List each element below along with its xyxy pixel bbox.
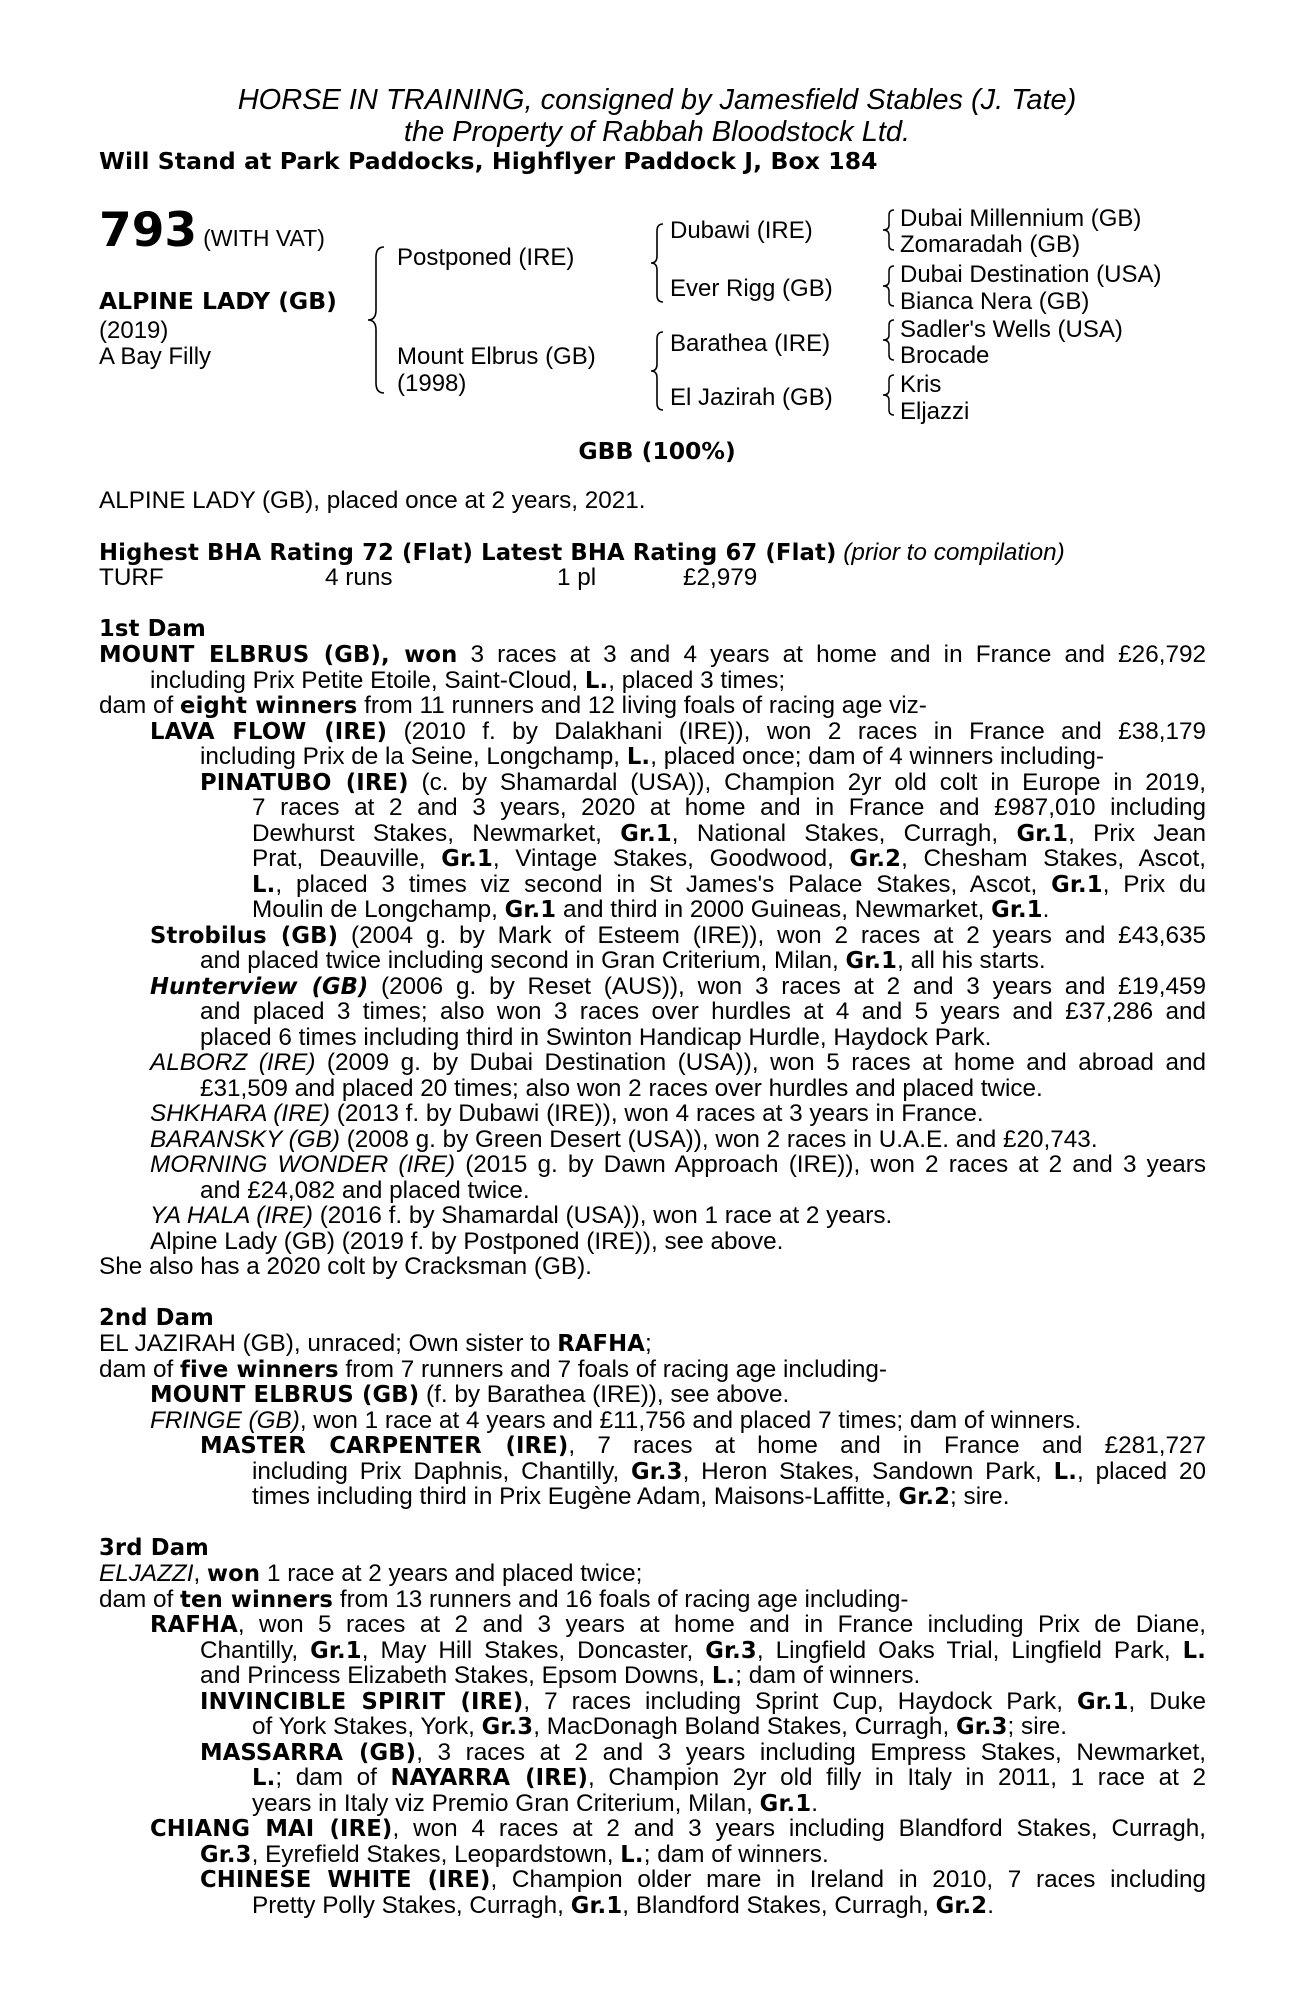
pedigree-brace-main — [364, 245, 388, 395]
text-fragment: , — [193, 1560, 208, 1587]
text-fragment: (2009 g. by Dubai Destination (USA)), won 5 races at home and abroad and — [315, 1049, 1206, 1076]
third-dam-heading: 3rd Dam — [99, 1535, 209, 1561]
header-property: the Property of Rabbah Bloodstock Ltd. — [403, 116, 911, 148]
pedigree-g4: Bianca Nera (GB) — [900, 288, 1090, 315]
text-fragment: Gr.3 — [200, 1842, 252, 1868]
rating-placed: 1 pl — [557, 564, 597, 591]
pinatubo-line-2 — [252, 795, 1206, 821]
text-fragment: MOUNT ELBRUS (GB), won — [99, 642, 458, 668]
text-fragment: , placed once; dam of 4 winners including- — [650, 743, 1105, 770]
rating-text: Highest BHA Rating 72 (Flat) Latest BHA Rating 67 (Flat) — [99, 540, 837, 566]
text-fragment: ; sire. — [950, 1483, 1010, 1510]
pinatubo-line-4 — [252, 846, 1206, 873]
text-fragment: 3 races at 3 and 4 years at home and in France and £26,792 — [457, 641, 1206, 668]
invincible-spirit-line-1 — [200, 1689, 1206, 1716]
hunterview-line-3 — [200, 1025, 1206, 1051]
cracksman-colt-line: She also has a 2020 colt by Cracksman (GB). — [99, 1253, 592, 1280]
text-fragment: and third in 2000 Guineas, Newmarket, — [556, 896, 992, 923]
second-dam-heading: 2nd Dam — [99, 1305, 214, 1331]
pedigree-brace-sire — [648, 222, 666, 304]
text-fragment: Chantilly, — [200, 1637, 311, 1664]
text-fragment: . — [987, 1892, 994, 1919]
pinatubo-line-5 — [252, 872, 1206, 899]
text-fragment: MASSARRA (GB) — [200, 1740, 417, 1766]
text-fragment: (2015 g. by Dawn Approach (IRE)), won 2 races at 2 and 3 years — [455, 1151, 1207, 1178]
lava-flow-line-1 — [150, 719, 1206, 746]
text-fragment: L. — [626, 744, 651, 770]
text-fragment: (c. by Shamardal (USA)), Champion 2yr old colt in Europe in 2019, — [408, 769, 1206, 796]
text-fragment: , won 1 race at 4 years and £11,756 and placed 7 times; dam of winners. — [299, 1407, 1082, 1434]
text-fragment: including Prix Daphnis, Chantilly, — [252, 1458, 631, 1485]
chinese-white-line-2 — [252, 1893, 1206, 1920]
ya-hala-line — [150, 1203, 1206, 1229]
first-dam-line-2 — [150, 668, 1206, 695]
text-fragment: NAYARRA (IRE) — [390, 1765, 589, 1791]
text-fragment: , won 4 races at 2 and 3 years including Blandford Stakes, Curragh, — [392, 1815, 1206, 1842]
text-fragment: , placed 3 times; — [608, 667, 786, 694]
text-fragment: , placed 3 times viz second in St James's Palace Stakes, Ascot, — [275, 871, 1052, 898]
text-fragment: RAFHA — [557, 1331, 646, 1357]
text-fragment: , National Stakes, Curragh, — [671, 820, 1017, 847]
fringe-line — [150, 1408, 1206, 1434]
text-fragment: Gr.1 — [570, 1893, 623, 1919]
text-fragment: won — [207, 1561, 261, 1587]
pedigree-sire-dam: Ever Rigg (GB) — [670, 275, 833, 302]
text-fragment: dam of — [99, 1586, 181, 1613]
rating-line — [99, 540, 1065, 567]
text-fragment: Gr.1 — [504, 897, 557, 923]
baransky-line — [150, 1127, 1206, 1153]
text-fragment: and £24,082 and placed twice. — [200, 1177, 530, 1204]
chiang-mai-line-2 — [200, 1842, 1206, 1869]
shkhara-line — [150, 1101, 1206, 1127]
text-fragment: and placed twice including second in Gran Criterium, Milan, — [200, 947, 846, 974]
text-fragment: L. — [584, 668, 609, 694]
text-fragment: (2004 g. by Mark of Esteem (IRE)), won 2 races at 2 years and £43,635 — [338, 922, 1207, 949]
rating-note: (prior to compilation) — [843, 539, 1065, 566]
text-fragment: from 13 runners and 16 foals of racing age including- — [333, 1586, 909, 1613]
breed-percentage: GBB (100%) — [578, 437, 736, 465]
text-fragment: 1 race at 2 years and placed twice; — [260, 1560, 643, 1587]
text-fragment: Gr.1 — [620, 821, 672, 847]
text-fragment: FRINGE (GB) — [150, 1407, 300, 1434]
text-fragment: Dewhurst Stakes, Newmarket, — [252, 820, 621, 847]
text-fragment: BARANSKY (GB) — [150, 1126, 340, 1153]
text-fragment: L. — [252, 872, 276, 898]
text-fragment: RAFHA — [150, 1612, 238, 1638]
text-fragment: £31,509 and placed 20 times; also won 2 races over hurdles and placed twice. — [200, 1075, 1043, 1102]
text-fragment: Strobilus (GB) — [150, 923, 339, 949]
alborz-line-2 — [200, 1076, 1206, 1102]
text-fragment: , Lingfield Oaks Trial, Lingfield Park, — [756, 1637, 1183, 1664]
text-fragment: from 11 runners and 12 living foals of racing age viz- — [357, 692, 927, 719]
text-fragment: , Duke — [1128, 1688, 1206, 1715]
pedigree-dam-sire: Barathea (IRE) — [670, 330, 831, 357]
text-fragment: (2006 g. by Reset (AUS)), won 3 races at 2 and 3 years and £19,459 — [368, 973, 1206, 1000]
text-fragment: SHKHARA (IRE) — [150, 1100, 330, 1127]
pedigree-brace-g4 — [880, 373, 896, 417]
text-fragment: ; dam of winners. — [643, 1841, 829, 1868]
text-fragment: L. — [1182, 1638, 1206, 1664]
text-fragment: ELJAZZI — [99, 1560, 194, 1587]
text-fragment: Gr.3 — [705, 1638, 757, 1664]
text-fragment: Gr.1 — [759, 1791, 812, 1817]
alborz-line-1 — [150, 1050, 1206, 1076]
text-fragment: eight winners — [180, 693, 358, 719]
text-fragment: , 7 races at home and in France and £281,727 — [568, 1432, 1206, 1459]
text-fragment: Gr.2 — [898, 1484, 951, 1510]
text-fragment: ; — [645, 1330, 652, 1357]
text-fragment: ; sire. — [1007, 1713, 1067, 1740]
text-fragment: , 7 races including Sprint Cup, Haydock Park, — [523, 1688, 1077, 1715]
strobilus-line-1 — [150, 923, 1206, 950]
text-fragment: . — [1042, 896, 1050, 923]
text-fragment: L. — [252, 1765, 276, 1791]
text-fragment: 7 races at 2 and 3 years, 2020 at home and in France and £987,010 including — [252, 794, 1206, 821]
pedigree-g6: Brocade — [900, 342, 990, 369]
text-fragment: Hunterview (GB) — [150, 974, 369, 1000]
text-fragment: Moulin de Longchamp, — [252, 896, 505, 923]
text-fragment: LAVA FLOW (IRE) — [150, 719, 388, 745]
text-fragment: EL JAZIRAH (GB), unraced; Own sister to — [99, 1330, 558, 1357]
text-fragment: . — [811, 1790, 819, 1817]
text-fragment: Gr.3 — [481, 1714, 534, 1740]
text-fragment: years in Italy viz Premio Gran Criterium, Milan, — [252, 1790, 760, 1817]
rating-surface: TURF — [99, 564, 164, 591]
invincible-spirit-line-2 — [252, 1714, 1206, 1741]
pinatubo-line-1 — [200, 770, 1206, 797]
text-fragment: ; dam of — [275, 1764, 391, 1791]
text-fragment: including Prix de la Seine, Longchamp, — [200, 743, 627, 770]
text-fragment: ten winners — [180, 1587, 334, 1613]
text-fragment: Gr.1 — [1076, 1689, 1129, 1715]
text-fragment: Gr.1 — [991, 897, 1043, 923]
morning-wonder-line-1 — [150, 1152, 1206, 1178]
first-dam-line-1 — [99, 642, 1206, 669]
text-fragment: Gr.1 — [441, 846, 493, 872]
text-fragment: INVINCIBLE SPIRIT (IRE) — [200, 1689, 524, 1715]
text-fragment: Gr.1 — [845, 948, 898, 974]
text-fragment: CHINESE WHITE (IRE) — [200, 1867, 491, 1893]
text-fragment: , Prix du — [1102, 871, 1206, 898]
text-fragment: ; dam of winners. — [735, 1662, 921, 1689]
rafha-line-3 — [200, 1663, 1206, 1690]
pinatubo-line-6 — [252, 897, 1206, 924]
vat-label: (WITH VAT) — [203, 225, 325, 251]
text-fragment: , Eyrefield Stakes, Leopardstown, — [251, 1841, 621, 1868]
text-fragment: Gr.3 — [955, 1714, 1008, 1740]
pedigree-dam-dam: El Jazirah (GB) — [670, 384, 833, 411]
text-fragment: Gr.3 — [631, 1459, 683, 1485]
text-fragment: and placed 3 times; also won 3 races over hurdles at 4 and 5 years and £37,286 and — [200, 998, 1206, 1025]
text-fragment: , placed 20 — [1077, 1458, 1207, 1485]
text-fragment: YA HALA (IRE) — [150, 1202, 313, 1229]
text-fragment: times including third in Prix Eugène Adam, Maisons-Laffitte, — [252, 1483, 899, 1510]
text-fragment: , all his starts. — [897, 947, 1046, 974]
mount-elbrus-line — [150, 1382, 1206, 1409]
pedigree-g5: Sadler's Wells (USA) — [900, 316, 1123, 343]
text-fragment: placed 6 times including third in Swinton Handicap Hurdle, Haydock Park. — [200, 1024, 992, 1051]
pedigree-g2: Zomaradah (GB) — [900, 231, 1081, 258]
lot-number — [99, 203, 325, 259]
massarra-line-2 — [252, 1765, 1206, 1792]
text-fragment: from 7 runners and 7 foals of racing age including- — [338, 1356, 888, 1383]
second-dam-line-1 — [99, 1331, 1206, 1358]
text-fragment: dam of — [99, 692, 181, 719]
pedigree-g7: Kris — [900, 371, 942, 398]
lava-flow-line-2 — [200, 744, 1206, 771]
pedigree-dam-year: (1998) — [397, 370, 467, 397]
hunterview-line-2 — [200, 999, 1206, 1025]
rafha-line-2 — [200, 1638, 1206, 1665]
chiang-mai-line-1 — [150, 1816, 1206, 1843]
text-fragment: ALBORZ (IRE) — [150, 1049, 316, 1076]
pedigree-brace-g1 — [880, 208, 896, 252]
text-fragment: , Prix Jean — [1068, 820, 1206, 847]
text-fragment: L. — [620, 1842, 644, 1868]
text-fragment: (2013 f. by Dubawi (IRE)), won 4 races at 3 years in France. — [330, 1100, 984, 1127]
chinese-white-line-1 — [200, 1867, 1206, 1894]
alpine-lady-line: Alpine Lady (GB) (2019 f. by Postponed (IRE)), see above. — [150, 1228, 784, 1255]
text-fragment: Gr.1 — [1016, 821, 1069, 847]
text-fragment: MASTER CARPENTER (IRE) — [200, 1433, 569, 1459]
horse-description: A Bay Filly — [99, 343, 212, 370]
text-fragment: Gr.2 — [935, 1893, 988, 1919]
text-fragment: Pretty Polly Stakes, Curragh, — [252, 1892, 571, 1919]
hunterview-line-1 — [150, 974, 1206, 1001]
text-fragment: , MacDonagh Boland Stakes, Curragh, — [533, 1713, 956, 1740]
horse-year: (2019) — [99, 317, 169, 344]
text-fragment: CHIANG MAI (IRE) — [150, 1816, 393, 1842]
text-fragment: (2008 g. by Green Desert (USA)), won 2 races in U.A.E. and £20,743. — [339, 1126, 1098, 1153]
master-carpenter-line-2 — [252, 1459, 1206, 1486]
text-fragment: , May Hill Stakes, Doncaster, — [361, 1637, 706, 1664]
text-fragment: Prat, Deauville, — [252, 845, 442, 872]
text-fragment: L. — [711, 1663, 736, 1689]
text-fragment: MORNING WONDER (IRE) — [150, 1151, 456, 1178]
text-fragment: , Champion older mare in Ireland in 2010, 7 races including — [490, 1866, 1206, 1893]
text-fragment: (f. by Barathea (IRE)), see above. — [419, 1381, 790, 1408]
second-dam-line-2 — [99, 1357, 1206, 1384]
text-fragment: , Heron Stakes, Sandown Park, — [682, 1458, 1054, 1485]
master-carpenter-line-1 — [200, 1433, 1206, 1460]
pedigree-g8: Eljazzi — [900, 398, 970, 425]
horse-name: ALPINE LADY (GB) — [99, 287, 337, 315]
pedigree-brace-dam — [648, 330, 666, 412]
master-carpenter-line-3 — [252, 1484, 1206, 1511]
rating-earnings: £2,979 — [683, 564, 758, 591]
text-fragment: dam of — [99, 1356, 181, 1383]
header-stand-location: Will Stand at Park Paddocks, Highflyer Paddock J, Box 184 — [99, 147, 878, 175]
text-fragment: Gr.1 — [310, 1638, 362, 1664]
first-dam-line-3 — [99, 693, 1206, 720]
pedigree-brace-g3 — [880, 318, 896, 362]
text-fragment: , Vintage Stakes, Goodwood, — [492, 845, 850, 872]
massarra-line-3 — [252, 1791, 1206, 1818]
first-dam-heading: 1st Dam — [99, 616, 206, 642]
third-dam-line-1 — [99, 1561, 1206, 1588]
text-fragment: (2010 f. by Dalakhani (IRE)), won 2 races in France and £38,179 — [387, 718, 1206, 745]
text-fragment: (2016 f. by Shamardal (USA)), won 1 race at 2 years. — [312, 1202, 893, 1229]
text-fragment: , won 5 races at 2 and 3 years at home and in France including Prix de Diane, — [237, 1611, 1206, 1638]
strobilus-line-2 — [200, 948, 1206, 975]
morning-wonder-line-2 — [200, 1178, 1206, 1204]
text-fragment: and Princess Elizabeth Stakes, Epsom Downs, — [200, 1662, 712, 1689]
text-fragment: of York Stakes, York, — [252, 1713, 482, 1740]
lot-number-value: 793 — [99, 203, 198, 258]
header-consignor: HORSE IN TRAINING, consigned by Jamesfield Stables (J. Tate) — [237, 84, 1077, 116]
rating-runs: 4 runs — [325, 564, 393, 591]
text-fragment: Gr.2 — [849, 846, 902, 872]
text-fragment: , Blandford Stakes, Curragh, — [622, 1892, 936, 1919]
text-fragment: five winners — [180, 1357, 339, 1383]
text-fragment: L. — [1053, 1459, 1078, 1485]
pedigree-g3: Dubai Destination (USA) — [900, 261, 1162, 288]
pedigree-sire: Postponed (IRE) — [397, 244, 575, 271]
text-fragment: including Prix Petite Etoile, Saint-Cloud, — [150, 667, 585, 694]
text-fragment: MOUNT ELBRUS (GB) — [150, 1382, 420, 1408]
pedigree-dam: Mount Elbrus (GB) — [397, 343, 596, 370]
text-fragment: Gr.1 — [1051, 872, 1103, 898]
pedigree-sire-sire: Dubawi (IRE) — [670, 217, 813, 244]
text-fragment: , Chesham Stakes, Ascot, — [901, 845, 1206, 872]
text-fragment: PINATUBO (IRE) — [200, 770, 409, 796]
pinatubo-line-3 — [252, 821, 1206, 848]
pedigree-brace-g2 — [880, 264, 896, 308]
pedigree-g1: Dubai Millennium (GB) — [900, 205, 1142, 232]
rafha-line-1 — [150, 1612, 1206, 1639]
text-fragment: , Champion 2yr old filly in Italy in 2011, 1 race at 2 — [588, 1764, 1206, 1791]
summary-line: ALPINE LADY (GB), placed once at 2 years, 2021. — [99, 487, 646, 514]
massarra-line-1 — [200, 1740, 1206, 1767]
text-fragment: , 3 races at 2 and 3 years including Empress Stakes, Newmarket, — [416, 1739, 1207, 1766]
third-dam-line-2 — [99, 1587, 1206, 1614]
